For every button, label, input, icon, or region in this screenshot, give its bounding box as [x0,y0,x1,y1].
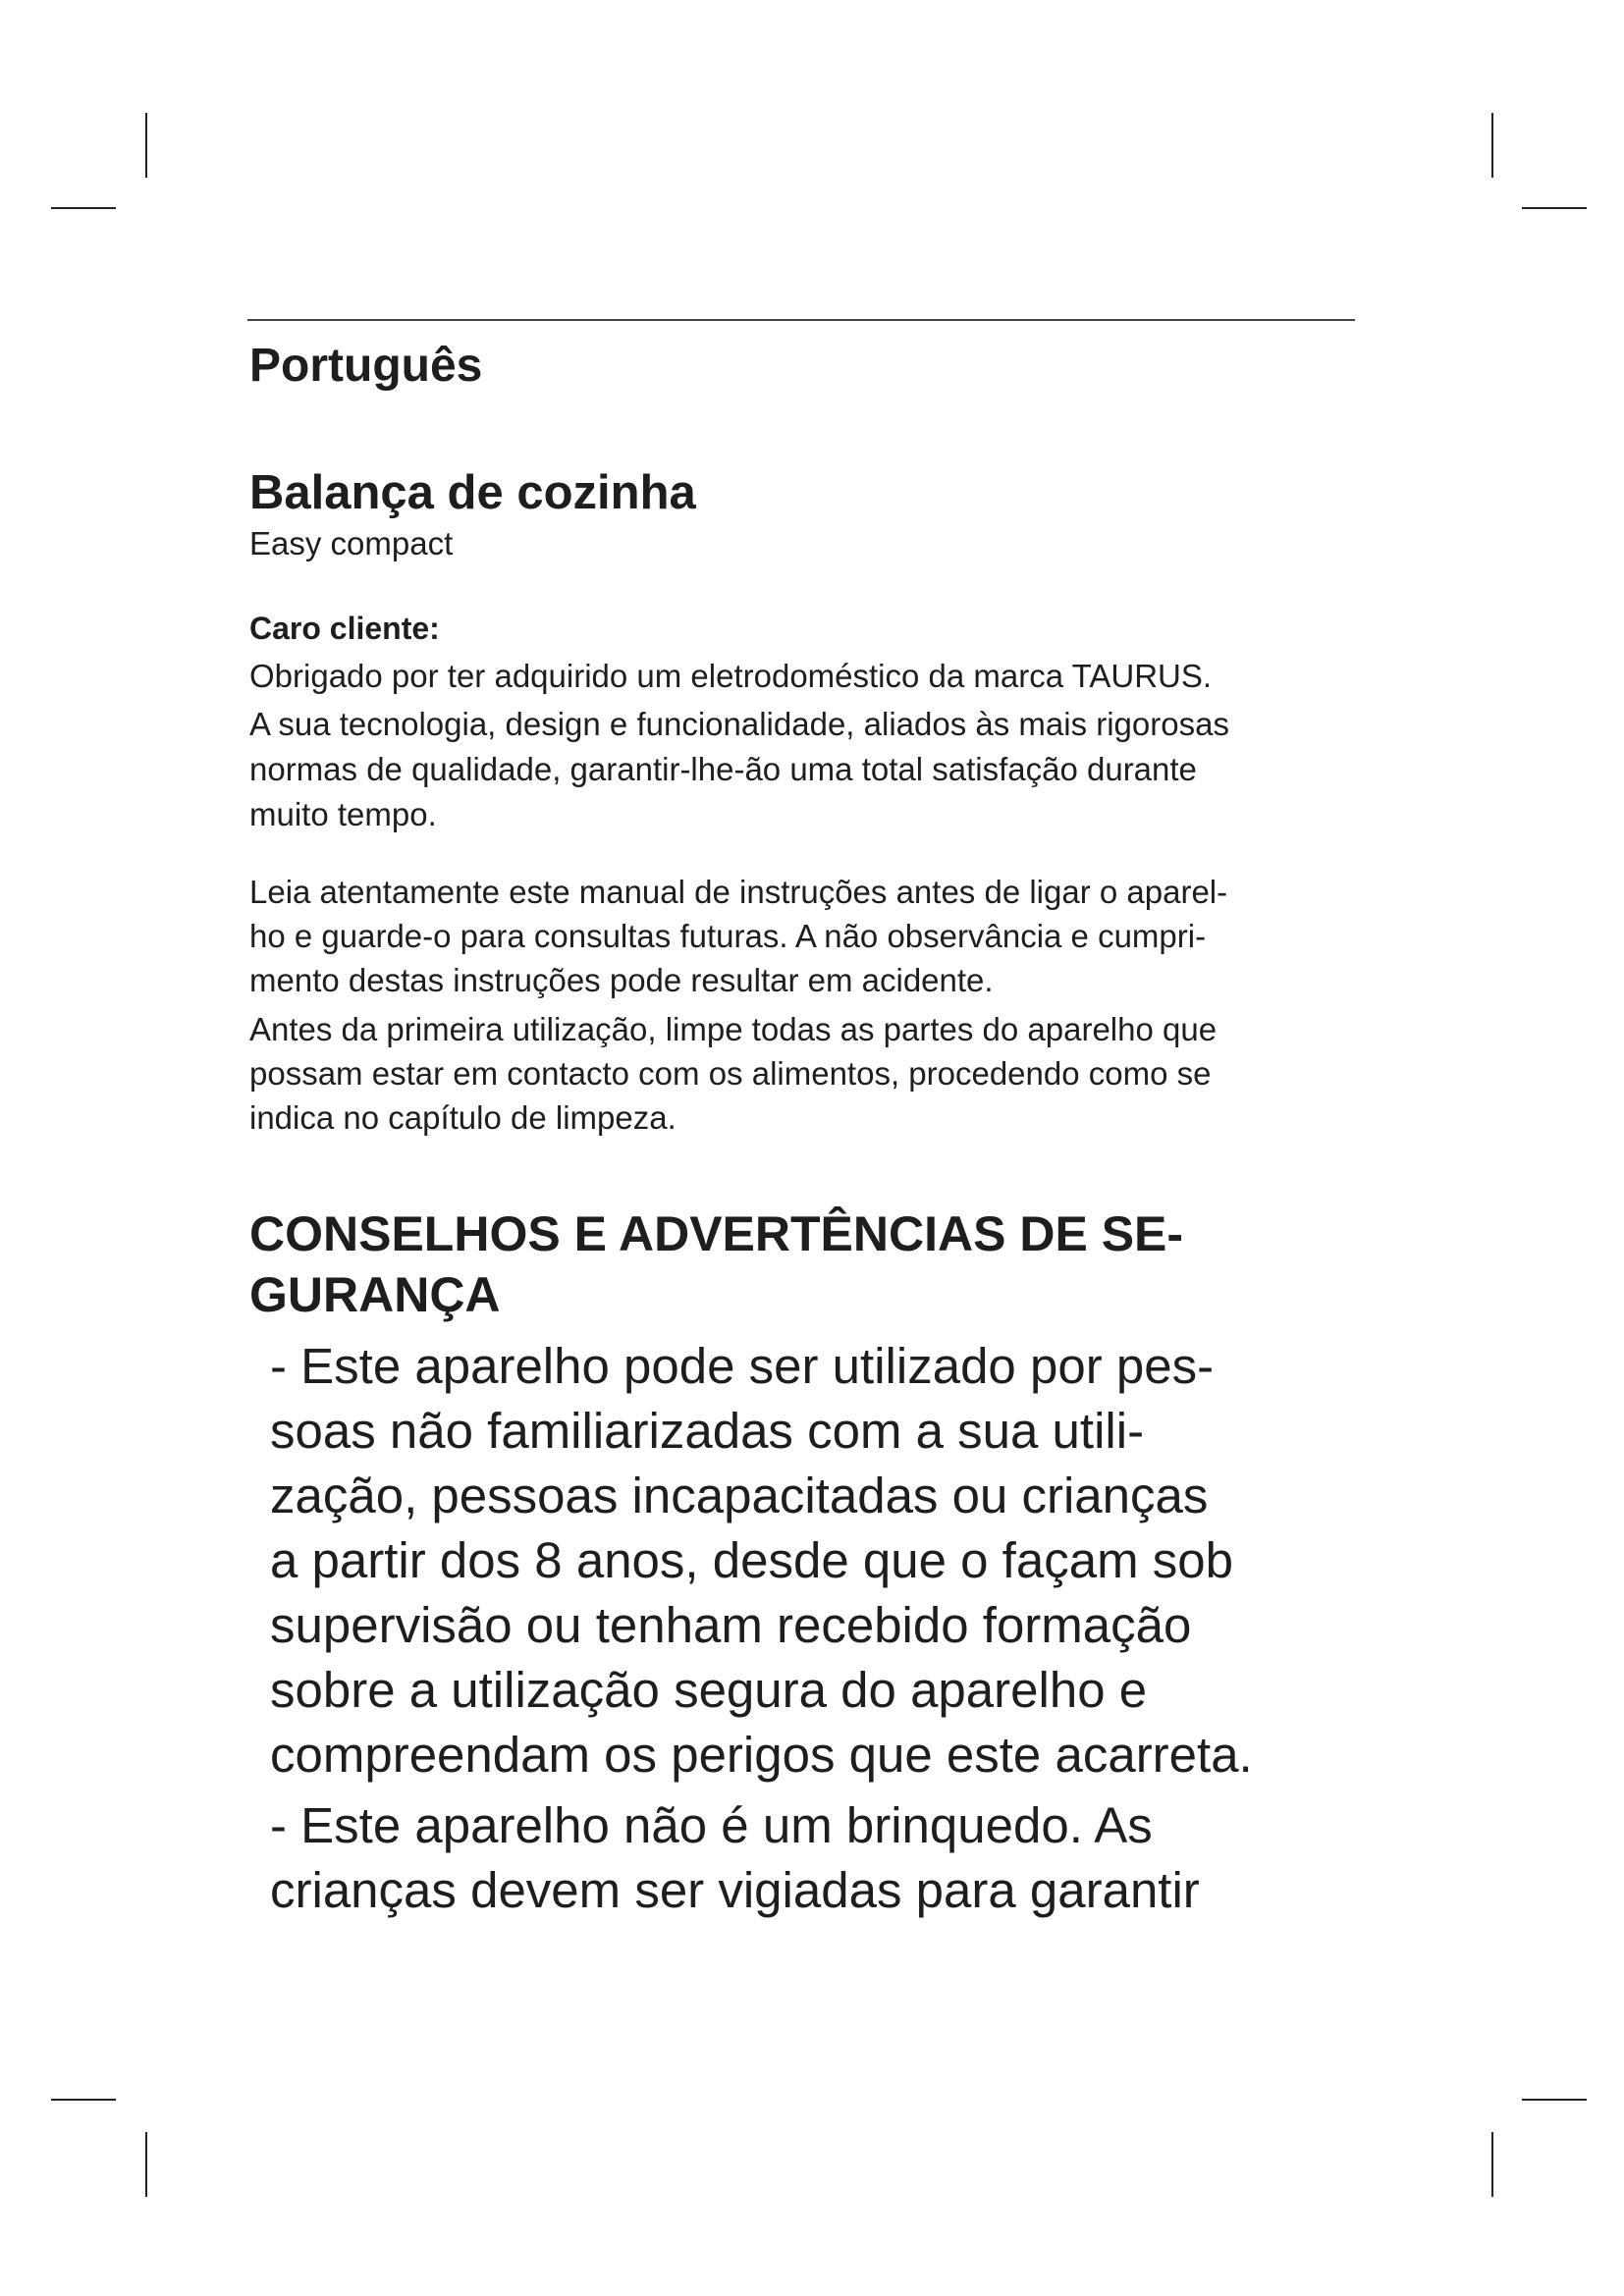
read-manual-paragraph [249,870,1359,1002]
warning-line: supervisão ou tenham recebido formação [270,1597,1192,1653]
warning-line: a partir dos 8 anos, desde que o façam sob [270,1532,1233,1588]
crop-mark-top-right-vertical [1491,113,1493,178]
paragraph-line: Antes da primeira utilização, limpe todas as partes do aparelho que [249,1011,1218,1047]
warning-line: soas não familiarizadas com a sua utili- [270,1403,1145,1459]
warning-line: sobre a utilização segura do aparelho e [270,1662,1148,1718]
before-use-paragraph [249,1007,1359,1140]
paragraph-line: possam estar em contacto com os alimentos, procedendo como se [249,1055,1212,1092]
paragraph-line: normas de qualidade, garantir-lhe-ão uma total satisfação durante [249,751,1197,787]
product-model: Easy compact [249,525,454,561]
title-line: GURANÇA [249,1267,501,1322]
crop-mark-top-left-vertical [145,113,147,178]
crop-mark-bottom-right-horizontal [1522,2099,1587,2101]
safety-warning-1 [270,1334,1359,1788]
title-line: CONSELHOS E ADVERTÊNCIAS DE SE- [249,1206,1184,1261]
paragraph-line: mento destas instruções pode resultar em acidente. [249,962,994,998]
warning-line: compreendam os perigos que este acarreta. [270,1727,1253,1783]
paragraph-line: muito tempo. [249,796,437,832]
paragraph-line: ho e guarde-o para consultas futuras. A não observância e cumpri- [249,918,1207,954]
paragraph-line: A sua tecnologia, design e funcionalidade, aliados às mais rigorosas [249,706,1229,742]
warning-line: zação, pessoas incapacitadas ou crianças [270,1468,1209,1523]
paragraph-line: Leia atentamente este manual de instruções antes de ligar o aparel- [249,874,1228,910]
safety-warning-2 [270,1793,1359,1923]
crop-mark-top-right-horizontal [1522,207,1587,209]
page-content [249,324,1359,1923]
warning-line: - Este aparelho pode ser utilizado por pes- [270,1338,1215,1394]
warning-line: crianças devem ser vigiadas para garantir [270,1862,1200,1918]
thanks-paragraph: Obrigado por ter adquirido um eletrodoméstico da marca TAURUS. [249,658,1213,694]
crop-mark-bottom-left-horizontal [51,2099,116,2101]
crop-mark-bottom-left-vertical [145,2132,147,2197]
crop-mark-bottom-right-vertical [1491,2132,1493,2197]
greeting: Caro cliente: [249,611,440,646]
paragraph-line: indica no capítulo de limpeza. [249,1099,677,1136]
product-title: Balança de cozinha [249,466,696,519]
language-heading: Português [249,340,483,392]
technology-paragraph [249,702,1359,837]
header-rule [247,319,1355,321]
safety-section-title [249,1203,1359,1325]
crop-mark-top-left-horizontal [51,207,116,209]
warning-line: - Este aparelho não é um brinquedo. As [270,1797,1153,1853]
